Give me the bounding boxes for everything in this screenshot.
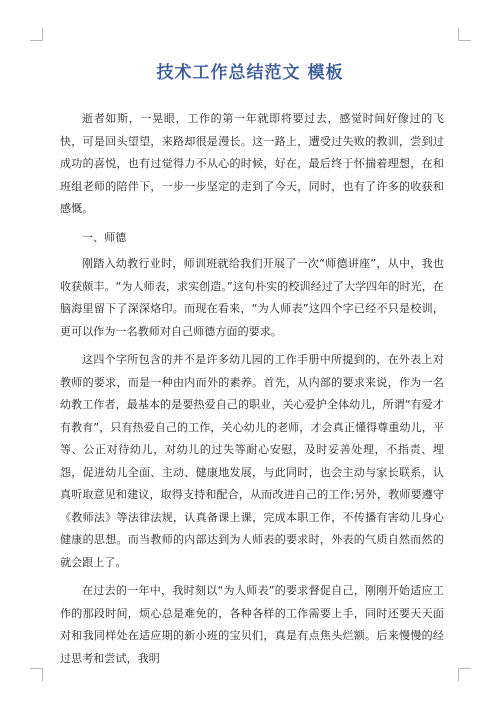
crop-mark-bottom-left [30,668,43,681]
paragraph-ethics-meaning: 这四个字所包含的并不是许多幼儿园的工作手册中所提到的，在外表上对教师的要求，而是一种由内而外的素养。首先，从内部的要求来说，作为一名幼教工作者，最基本的是要热爱自己的职业，关心爱护全体幼儿，所谓“有爱才有教育”，只有热爱自己的工作，关心幼儿的老师，才会真正懂得尊重幼儿，平等、公正对待幼儿，对幼儿的过失等耐心安慰，及时妥善处理，不指责、埋怨，促进幼儿全面、主动、健康地发展，与此同时，也会主动与家长联系，认真听取意见和建议，取得支持和配合，从而改进自己的工作;另外，教师要遵守《教师法》等法律法规，认真备课上课，完成本职工作，不传播有害幼儿身心健康的思想。而当教师的内部达到为人师表的要求时，外表的气质自然而然的就会跟上了。 [60,353,445,569]
paragraph-past-year: 在过去的一年中，我时刻以“为人师表”的要求督促自己，刚刚开始适应工作的那段时间，烦心总是难免的，各种各样的工作需要上手，同时还要天天面对和我同样处在适应期的新小班的宝贝们，真是有点焦头烂额。后来慢慢的经过思考和尝试，我明 [60,584,444,665]
paragraph-ethics-lecture: 刚踏入幼教行业时，师训班就给我们开展了一次“师德讲座”，从中，我也收获颇丰。“为人师表，求实创造。”这句朴实的校训经过了大学四年的时光，在脑海里留下了深深烙印。而现在看来，“为人师表”这四个字已经不只是校训，更可以作为一名教师对自己师德方面的要求。 [60,257,444,338]
crop-mark-top-left [30,28,43,41]
paragraph-intro: 逝者如斯，一晃眼，工作的第一年就即将要过去，感觉时间好像过的飞快，可是回头望望，来路却很是漫长。这一路上，遭受过失败的教训，尝到过成功的喜悦，也有过觉得力不从心的时候，好在，最后终于怀揣着理想，在和班组老师的陪伴下，一步一步坚定的走到了今天，同时，也有了许多的收获和感慨。 [60,112,444,215]
document-body [60,108,444,676]
section-heading-ethics: 一、师德 [82,230,127,244]
document-title: 技术工作总结范文 模板 [156,63,344,83]
crop-mark-bottom-right [458,668,471,681]
crop-mark-top-right [458,28,471,41]
